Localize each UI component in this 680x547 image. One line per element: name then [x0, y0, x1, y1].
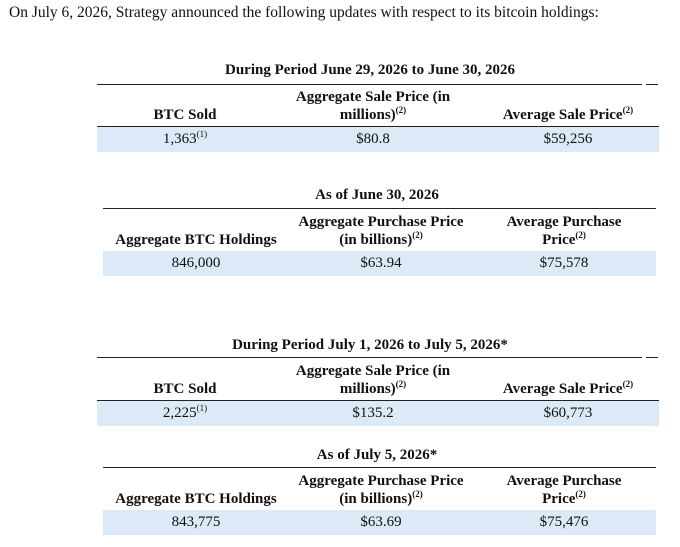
section-title: As of June 30, 2026 [315, 187, 439, 203]
header-aggregate-btc-holdings: Aggregate BTC Holdings [115, 491, 277, 507]
header-aggregate-btc-holdings: Aggregate BTC Holdings [115, 232, 277, 248]
header-average-purchase-price: Average Purchase Price$^{(2)}$ [506, 473, 622, 507]
section-title: As of July 5, 2026* [316, 447, 438, 463]
value-btc-sold: 2,225$^{(1)}$ [162, 403, 208, 421]
value-average-sale-price: $60,773 [543, 405, 593, 421]
title-rule [97, 84, 642, 85]
title-rule [103, 467, 656, 468]
header-aggregate-sale-price: Aggregate Sale Price (in millions)$^{(2)}$ [295, 89, 451, 123]
title-dash [646, 84, 658, 85]
section-title: During Period July 1, 2026 to July 5, 2026* [232, 337, 508, 353]
header-aggregate-purchase-price: Aggregate Purchase Price (in billions)$^{(2)}$ [298, 473, 464, 507]
header-aggregate-sale-price: Aggregate Sale Price (in millions)$^{(2)}$ [295, 363, 451, 397]
value-btc-sold: 1,363$^{(1)}$ [162, 129, 208, 147]
value-aggregate-purchase-price: $63.94 [360, 255, 402, 271]
intro-text: On July 6, 2026, Strategy announced the following updates with respect to its bitcoin holdings: [9, 4, 599, 21]
value-average-sale-price: $59,256 [543, 131, 593, 147]
value-average-purchase-price: $75,578 [539, 255, 589, 271]
title-rule [103, 208, 656, 209]
header-average-sale-price: Average Sale Price$^{(2)}$ [502, 379, 634, 397]
value-aggregate-sale-price: $80.8 [356, 131, 390, 147]
header-average-sale-price: Average Sale Price$^{(2)}$ [502, 105, 634, 123]
value-aggregate-sale-price: $135.2 [352, 405, 394, 421]
header-aggregate-purchase-price: Aggregate Purchase Price (in billions)$^{(2)}$ [298, 214, 464, 248]
title-dash [646, 357, 658, 358]
value-aggregate-btc-holdings: 843,775 [171, 514, 221, 530]
title-rule [97, 357, 642, 358]
value-aggregate-purchase-price: $63.69 [360, 514, 402, 530]
header-average-purchase-price: Average Purchase Price$^{(2)}$ [506, 214, 622, 248]
header-btc-sold: BTC Sold [153, 107, 217, 123]
value-aggregate-btc-holdings: 846,000 [171, 255, 221, 271]
value-average-purchase-price: $75,476 [539, 514, 589, 530]
header-btc-sold: BTC Sold [153, 381, 217, 397]
section-title: During Period June 29, 2026 to June 30, 2026 [224, 62, 515, 78]
